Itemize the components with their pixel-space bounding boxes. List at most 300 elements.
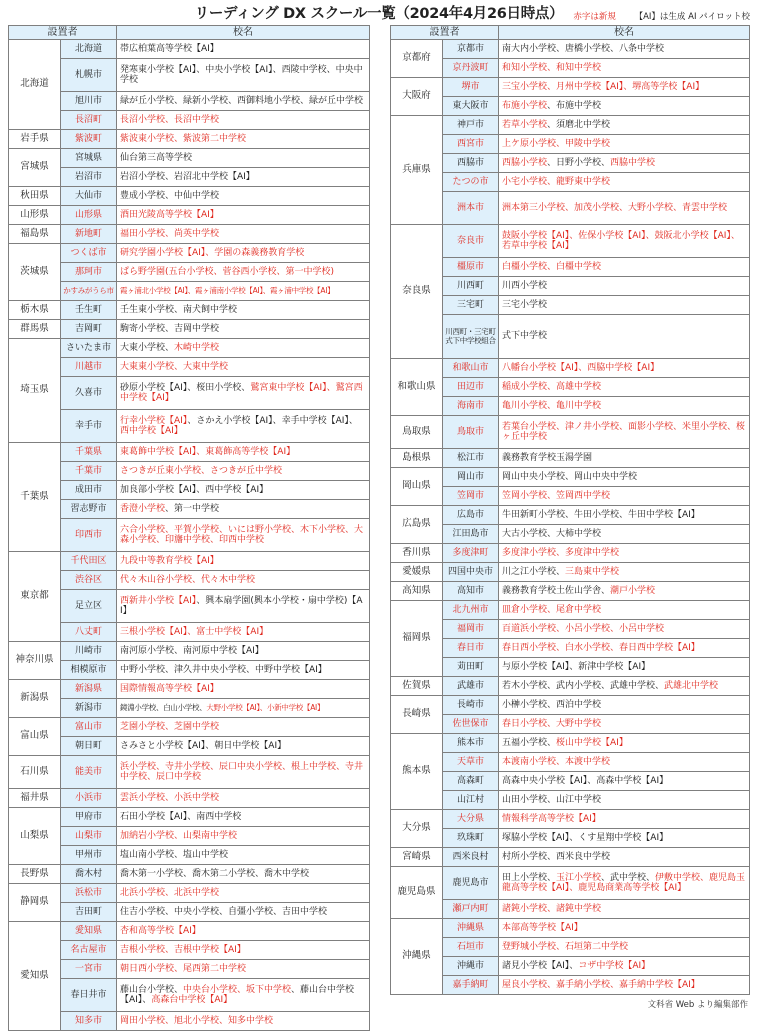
school-name-segment: 香澄小学校 <box>120 503 166 514</box>
school-name-segment: 潮戸小学校 <box>610 585 656 596</box>
table-row <box>9 737 370 756</box>
table-row <box>391 620 750 639</box>
schools-cell: 雲浜小学校、小浜中学校 <box>117 789 370 808</box>
city-cell: 春日市 <box>443 639 499 658</box>
table-row <box>391 468 750 487</box>
header-prefecture: 設置者 <box>391 26 499 40</box>
schools-cell <box>499 97 750 116</box>
school-name-segment: 桜山中学校【AI】 <box>556 737 628 748</box>
table-row <box>9 320 370 339</box>
table-row <box>9 339 370 358</box>
city-cell: 石垣市 <box>443 938 499 957</box>
school-name-segment: 行幸小学校【AI】 <box>120 415 188 426</box>
prefecture-cell: 福井県 <box>9 789 61 808</box>
table-header-row <box>9 26 370 40</box>
city-cell: 吉岡町 <box>61 320 117 339</box>
schools-cell <box>499 734 750 753</box>
city-cell: 知多市 <box>61 1012 117 1031</box>
school-name-segment: 、須磨北中学校 <box>547 119 611 130</box>
city-cell: 宮城県 <box>61 149 117 168</box>
schools-cell: 三宝小学校、月州中学校【AI】、堺高等学校【AI】 <box>499 78 750 97</box>
prefecture-cell: 大阪府 <box>391 78 443 116</box>
schools-cell: 帯広柏葉高等学校【AI】 <box>117 40 370 59</box>
table-row <box>9 111 370 130</box>
prefecture-cell: 高知県 <box>391 582 443 601</box>
city-cell: 西脇市 <box>443 154 499 173</box>
school-name-segment: 砂原小学校【AI】、桜田小学校、 <box>120 382 251 393</box>
table-row <box>391 715 750 734</box>
table-row <box>9 225 370 244</box>
prefecture-cell: 愛媛県 <box>391 563 443 582</box>
prefecture-cell: 秋田県 <box>9 187 61 206</box>
table-row <box>9 699 370 718</box>
table-row <box>391 582 750 601</box>
schools-cell <box>499 116 750 135</box>
school-table-right <box>390 25 750 995</box>
schools-cell: 牛田新町小学校、牛田小学校、牛田中学校【AI】 <box>499 506 750 525</box>
table-row <box>9 130 370 149</box>
city-cell: 川西町 <box>443 277 499 296</box>
schools-cell <box>117 590 370 623</box>
schools-cell: 発寒東小学校【AI】、中央小学校【AI】、西陵中学校、中央中学校 <box>117 59 370 92</box>
schools-cell: 川西小学校 <box>499 277 750 296</box>
schools-cell: 村所小学校、西米良中学校 <box>499 848 750 867</box>
schools-cell: 壬生東小学校、南犬飼中学校 <box>117 301 370 320</box>
schools-cell <box>117 377 370 410</box>
schools-cell: 北浜小学校、北浜中学校 <box>117 884 370 903</box>
schools-cell <box>499 677 750 696</box>
city-cell: 習志野市 <box>61 500 117 519</box>
prefecture-cell: 佐賀県 <box>391 677 443 696</box>
school-name-segment: 大東小学校、 <box>120 342 175 353</box>
city-cell: 沖縄県 <box>443 919 499 938</box>
schools-cell: 緑が丘小学校、緑新小学校、西御料地小学校、緑が丘中学校 <box>117 92 370 111</box>
school-name-segment: 諸見小学校【AI】、 <box>502 960 579 971</box>
school-name-segment: 、第一中学校 <box>165 503 220 514</box>
table-row <box>9 168 370 187</box>
city-cell: 鳥取市 <box>443 416 499 449</box>
city-cell: 朝日町 <box>61 737 117 756</box>
school-name-segment: 布施小学校 <box>502 100 548 111</box>
schools-cell: 住吉小学校、中央小学校、自彊小学校、吉田中学校 <box>117 903 370 922</box>
source-footnote: 文科省 Web より編集部作 <box>647 1000 748 1010</box>
school-name-segment: 、藤山台中学校【AI】、 <box>120 984 355 1005</box>
table-row <box>391 976 750 995</box>
schools-cell: 上ケ原小学校、甲陵中学校 <box>499 135 750 154</box>
table-row <box>9 282 370 301</box>
prefecture-cell: 鳥取県 <box>391 416 443 449</box>
city-cell: 北海道 <box>61 40 117 59</box>
schools-cell: 東葛飾中学校【AI】、東葛飾高等学校【AI】 <box>117 443 370 462</box>
table-row <box>391 78 750 97</box>
schools-cell: 春日西小学校、白水小学校、春日西中学校【AI】 <box>499 639 750 658</box>
city-cell: 那珂市 <box>61 263 117 282</box>
prefecture-cell: 新潟県 <box>9 680 61 718</box>
city-cell: 三宅町 <box>443 296 499 315</box>
table-row <box>391 40 750 59</box>
school-table-left <box>8 25 370 1031</box>
city-cell: 川崎市 <box>61 642 117 661</box>
city-cell: 甲府市 <box>61 808 117 827</box>
table-row <box>9 960 370 979</box>
schools-cell: 三宅小学校 <box>499 296 750 315</box>
table-row <box>9 500 370 519</box>
schools-cell: 登野城小学校、石垣第二中学校 <box>499 938 750 957</box>
school-name-segment: 木崎中学校 <box>174 342 220 353</box>
table-row <box>9 410 370 443</box>
prefecture-cell: 神奈川県 <box>9 642 61 680</box>
schools-cell: 笠岡小学校、笠岡西中学校 <box>499 487 750 506</box>
city-cell: つくば市 <box>61 244 117 263</box>
city-cell: 千代田区 <box>61 552 117 571</box>
schools-cell: 豊成小学校、中仙中学校 <box>117 187 370 206</box>
schools-cell: 与原小学校【AI】、新津中学校【AI】 <box>499 658 750 677</box>
table-row <box>391 154 750 173</box>
table-row <box>9 59 370 92</box>
schools-cell: さつきが丘東小学校、さつきが丘中学校 <box>117 462 370 481</box>
city-cell: 田辺市 <box>443 378 499 397</box>
schools-cell: 情報科学高等学校【AI】 <box>499 810 750 829</box>
schools-cell: 岡田小学校、旭北小学校、知多中学校 <box>117 1012 370 1031</box>
schools-cell: 八幡台小学校【AI】、西脇中学校【AI】 <box>499 359 750 378</box>
city-cell: 鹿児島市 <box>443 867 499 900</box>
table-row <box>391 487 750 506</box>
city-cell: 富山市 <box>61 718 117 737</box>
city-cell: さいたま市 <box>61 339 117 358</box>
table-row <box>9 827 370 846</box>
schools-cell: さみさと小学校【AI】、朝日中学校【AI】 <box>117 737 370 756</box>
table-row <box>391 696 750 715</box>
header-prefecture: 設置者 <box>9 26 117 40</box>
table-row <box>391 753 750 772</box>
city-cell: 京都市 <box>443 40 499 59</box>
table-row <box>391 258 750 277</box>
schools-cell: 大古小学校、大柿中学校 <box>499 525 750 544</box>
page-title: リーディング DX スクール一覧（2024年4月26日時点） <box>194 6 564 22</box>
schools-cell: 紫波東小学校、紫波第二中学校 <box>117 130 370 149</box>
table-row <box>9 642 370 661</box>
schools-cell: 喬木第一小学校、喬木第二小学校、喬木中学校 <box>117 865 370 884</box>
city-cell: 岩沼市 <box>61 168 117 187</box>
table-row <box>391 525 750 544</box>
table-row <box>9 808 370 827</box>
table-row <box>9 149 370 168</box>
table-row <box>391 135 750 154</box>
schools-cell: 酒田光陵高等学校【AI】 <box>117 206 370 225</box>
city-cell: 海南市 <box>443 397 499 416</box>
city-cell: 西米良村 <box>443 848 499 867</box>
schools-cell: 小榊小学校、西泊中学校 <box>499 696 750 715</box>
schools-cell <box>117 979 370 1012</box>
table-row <box>391 848 750 867</box>
schools-cell: 若葉台小学校、津ノ井小学校、面影小学校、米里小学校、桜ヶ丘中学校 <box>499 416 750 449</box>
table-row <box>9 661 370 680</box>
table-row <box>391 957 750 976</box>
table-row <box>9 789 370 808</box>
city-cell: 名古屋市 <box>61 941 117 960</box>
school-name-segment: 中央台小学校、坂下中学校 <box>183 984 292 995</box>
prefecture-cell: 大分県 <box>391 810 443 848</box>
table-row <box>391 639 750 658</box>
schools-cell: 百道浜小学校、小呂小学校、小呂中学校 <box>499 620 750 639</box>
schools-cell: 岡山中央小学校、岡山中央中学校 <box>499 468 750 487</box>
prefecture-cell: 鹿児島県 <box>391 867 443 919</box>
table-row <box>391 296 750 315</box>
city-cell: 江田島市 <box>443 525 499 544</box>
city-cell: 甲州市 <box>61 846 117 865</box>
city-cell: 足立区 <box>61 590 117 623</box>
city-cell: 苅田町 <box>443 658 499 677</box>
schools-cell: 浜小学校、寺井小学校、辰口中央小学校、根上中学校、寺井中学校、辰口中学校 <box>117 756 370 789</box>
schools-cell: ぱら野学園(五台小学校、菅谷西小学校、第一中学校) <box>117 263 370 282</box>
schools-cell: 山田小学校、山江中学校 <box>499 791 750 810</box>
school-name-segment: 三島東中学校 <box>565 566 620 577</box>
table-row <box>9 718 370 737</box>
schools-cell: 岩沼小学校、岩沼北中学校【AI】 <box>117 168 370 187</box>
school-name-segment: 伊敷中学校、鹿児島玉龍高等学校【AI】、鹿児島商業高等学校【AI】 <box>502 872 746 893</box>
city-cell: 壬生町 <box>61 301 117 320</box>
city-cell: 笠岡市 <box>443 487 499 506</box>
schools-cell: 長沼小学校、長沼中学校 <box>117 111 370 130</box>
table-row <box>9 301 370 320</box>
prefecture-cell: 栃木県 <box>9 301 61 320</box>
schools-cell: 塚脇小学校【AI】、くす星翔中学校【AI】 <box>499 829 750 848</box>
table-row <box>391 938 750 957</box>
table-row <box>391 506 750 525</box>
table-row <box>391 116 750 135</box>
legend-new-note: 赤字は新規 <box>573 12 616 22</box>
city-cell: 西宮市 <box>443 135 499 154</box>
schools-cell: 洲本第三小学校、加茂小学校、大野小学校、青雲中学校 <box>499 192 750 225</box>
table-row <box>391 677 750 696</box>
city-cell: 印西市 <box>61 519 117 552</box>
city-cell: 多度津町 <box>443 544 499 563</box>
school-name-segment: 鷲宮東中学校【AI】、鷲宮西中学校【AI】 <box>120 382 363 403</box>
city-cell: たつの市 <box>443 173 499 192</box>
city-cell: 相模原市 <box>61 661 117 680</box>
legend <box>573 10 750 22</box>
city-cell: 久喜市 <box>61 377 117 410</box>
school-name-segment: 、興本扇学園(興本小学校・扇中学校)【AI】 <box>120 595 363 616</box>
prefecture-cell: 群馬県 <box>9 320 61 339</box>
prefecture-cell: 茨城県 <box>9 244 61 301</box>
city-cell: 千葉市 <box>61 462 117 481</box>
schools-cell: 吉根小学校、吉根中学校【AI】 <box>117 941 370 960</box>
table-row <box>391 378 750 397</box>
schools-cell: 六合小学校、平賀小学校、いには野小学校、木下小学校、大森小学校、印旛中学校、印西中学校 <box>117 519 370 552</box>
table-row <box>9 481 370 500</box>
city-cell: 四国中央市 <box>443 563 499 582</box>
prefecture-cell: 京都府 <box>391 40 443 78</box>
prefecture-cell: 長野県 <box>9 865 61 884</box>
prefecture-cell: 福岡県 <box>391 601 443 677</box>
city-cell: 成田市 <box>61 481 117 500</box>
city-cell: 川西町・三宅町式下中学校組合 <box>443 315 499 359</box>
school-name-segment: 若木小学校、武内小学校、武雄中学校、 <box>502 680 665 691</box>
header-schools: 校名 <box>117 26 370 40</box>
prefecture-cell: 埼玉県 <box>9 339 61 443</box>
school-name-segment: コザ中学校【AI】 <box>578 960 651 971</box>
prefecture-cell: 山梨県 <box>9 808 61 865</box>
prefecture-cell: 香川県 <box>391 544 443 563</box>
school-name-segment: 西新井小学校【AI】 <box>120 595 197 606</box>
table-row <box>391 658 750 677</box>
schools-cell: 南大内小学校、唐橋小学校、八条中学校 <box>499 40 750 59</box>
city-cell: 北九州市 <box>443 601 499 620</box>
prefecture-cell: 千葉県 <box>9 443 61 552</box>
prefecture-cell: 岡山県 <box>391 468 443 506</box>
city-cell: 高知市 <box>443 582 499 601</box>
prefecture-cell: 兵庫県 <box>391 116 443 225</box>
city-cell: 松江市 <box>443 449 499 468</box>
city-cell: 新潟県 <box>61 680 117 699</box>
schools-cell: 石田小学校【AI】、南西中学校 <box>117 808 370 827</box>
city-cell: 佐世保市 <box>443 715 499 734</box>
table-row <box>9 979 370 1012</box>
city-cell: 春日井市 <box>61 979 117 1012</box>
city-cell: 奈良市 <box>443 225 499 258</box>
city-cell: 新潟市 <box>61 699 117 718</box>
schools-cell: 朝日西小学校、尾西第二中学校 <box>117 960 370 979</box>
table-row <box>391 601 750 620</box>
table-row <box>9 377 370 410</box>
city-cell: 喬木村 <box>61 865 117 884</box>
city-cell: 橿原市 <box>443 258 499 277</box>
city-cell: 紫波町 <box>61 130 117 149</box>
schools-cell: 屋良小学校、嘉手納小学校、嘉手納中学校【AI】 <box>499 976 750 995</box>
schools-cell: 多度津小学校、多度津中学校 <box>499 544 750 563</box>
prefecture-cell: 岩手県 <box>9 130 61 149</box>
schools-cell: 和知小学校、和知中学校 <box>499 59 750 78</box>
table-row <box>9 922 370 941</box>
city-cell: 京丹波町 <box>443 59 499 78</box>
city-cell: 嘉手納町 <box>443 976 499 995</box>
school-name-segment: 、さかえ小学校【AI】、幸手中学校【AI】、 <box>187 415 358 426</box>
city-cell: 旭川市 <box>61 92 117 111</box>
school-name-segment: 義務教育学校土佐山学舎、 <box>502 585 611 596</box>
table-row <box>9 865 370 884</box>
table-row <box>391 315 750 359</box>
city-cell: 長崎市 <box>443 696 499 715</box>
prefecture-cell: 富山県 <box>9 718 61 756</box>
schools-cell <box>499 957 750 976</box>
city-cell: 玖珠町 <box>443 829 499 848</box>
schools-cell <box>499 867 750 900</box>
table-row <box>391 416 750 449</box>
schools-cell: 本部高等学校【AI】 <box>499 919 750 938</box>
city-cell: 天草市 <box>443 753 499 772</box>
table-header-row <box>391 26 750 40</box>
legend-ai-note: 【AI】は生成 AI パイロット校 <box>634 12 750 22</box>
city-cell: 渋谷区 <box>61 571 117 590</box>
school-name-segment: 川之江小学校、 <box>502 566 566 577</box>
table-row <box>391 772 750 791</box>
city-cell: 沖縄市 <box>443 957 499 976</box>
schools-cell: 鼓阪小学校【AI】、佐保小学校【AI】、鼓阪北小学校【AI】、若草中学校【AI】 <box>499 225 750 258</box>
city-cell: かすみがうら市 <box>61 282 117 301</box>
schools-cell: 霞ヶ浦北小学校【AI】、霞ヶ浦南小学校【AI】、霞ヶ浦中学校【AI】 <box>117 282 370 301</box>
schools-cell <box>499 154 750 173</box>
schools-cell: 代々木山谷小学校、代々木中学校 <box>117 571 370 590</box>
schools-cell <box>117 339 370 358</box>
school-name-segment: 五福小学校、 <box>502 737 557 748</box>
table-row <box>9 623 370 642</box>
schools-cell: 諸鈍小学校、諸鈍中学校 <box>499 900 750 919</box>
schools-cell: 稲成小学校、高雄中学校 <box>499 378 750 397</box>
city-cell: 川越市 <box>61 358 117 377</box>
city-cell: 山梨市 <box>61 827 117 846</box>
table-row <box>9 244 370 263</box>
table-row <box>9 40 370 59</box>
table-row <box>9 846 370 865</box>
school-name-segment: 若草小学校 <box>502 119 548 130</box>
schools-cell: 亀川小学校、亀川中学校 <box>499 397 750 416</box>
table-row <box>391 277 750 296</box>
city-cell: 和歌山市 <box>443 359 499 378</box>
schools-cell: 小宅小学校、龍野東中学校 <box>499 173 750 192</box>
schools-cell: 高森中央小学校【AI】、高森中学校【AI】 <box>499 772 750 791</box>
prefecture-cell: 北海道 <box>9 40 61 130</box>
table-row <box>9 884 370 903</box>
city-cell: 山形県 <box>61 206 117 225</box>
table-row <box>9 590 370 623</box>
city-cell: 武雄市 <box>443 677 499 696</box>
city-cell: 浜松市 <box>61 884 117 903</box>
schools-cell: 塩山南小学校、塩山中学校 <box>117 846 370 865</box>
city-cell: 札幌市 <box>61 59 117 92</box>
school-name-segment: 、武中学校、 <box>601 872 656 883</box>
city-cell: 瀬戸内町 <box>443 900 499 919</box>
city-cell: 洲本市 <box>443 192 499 225</box>
city-cell: 熊本市 <box>443 734 499 753</box>
schools-cell: 白橿小学校、白橿中学校 <box>499 258 750 277</box>
schools-cell: 研究学園小学校【AI】、学園の森義務教育学校 <box>117 244 370 263</box>
table-row <box>391 791 750 810</box>
school-name-segment: 、日野小学校、 <box>547 157 611 168</box>
table-row <box>9 443 370 462</box>
prefecture-cell: 福島県 <box>9 225 61 244</box>
table-row <box>391 919 750 938</box>
schools-cell: 国際情報高等学校【AI】 <box>117 680 370 699</box>
schools-cell: 芝園小学校、芝園中学校 <box>117 718 370 737</box>
city-cell: 幸手市 <box>61 410 117 443</box>
table-row <box>9 571 370 590</box>
city-cell: 大分県 <box>443 810 499 829</box>
table-row <box>391 544 750 563</box>
city-cell: 能美市 <box>61 756 117 789</box>
table-row <box>391 900 750 919</box>
city-cell: 東大阪市 <box>443 97 499 116</box>
table-row <box>9 680 370 699</box>
schools-cell: 加納岩小学校、山梨南中学校 <box>117 827 370 846</box>
prefecture-cell: 東京都 <box>9 552 61 642</box>
prefecture-cell: 奈良県 <box>391 225 443 359</box>
city-cell: 大仙市 <box>61 187 117 206</box>
city-cell: 一宮市 <box>61 960 117 979</box>
schools-cell <box>499 563 750 582</box>
schools-cell <box>117 699 370 718</box>
schools-cell: 皿倉小学校、尾倉中学校 <box>499 601 750 620</box>
table-row <box>9 941 370 960</box>
school-name-segment: 武雄北中学校 <box>664 680 719 691</box>
prefecture-cell: 愛知県 <box>9 922 61 1031</box>
school-name-segment: 藤山台小学校、 <box>120 984 184 995</box>
table-row <box>391 225 750 258</box>
school-name-segment: 鏡淵小学校、白山小学校、 <box>120 702 207 712</box>
city-cell: 吉田町 <box>61 903 117 922</box>
table-row <box>391 449 750 468</box>
city-cell: 千葉県 <box>61 443 117 462</box>
